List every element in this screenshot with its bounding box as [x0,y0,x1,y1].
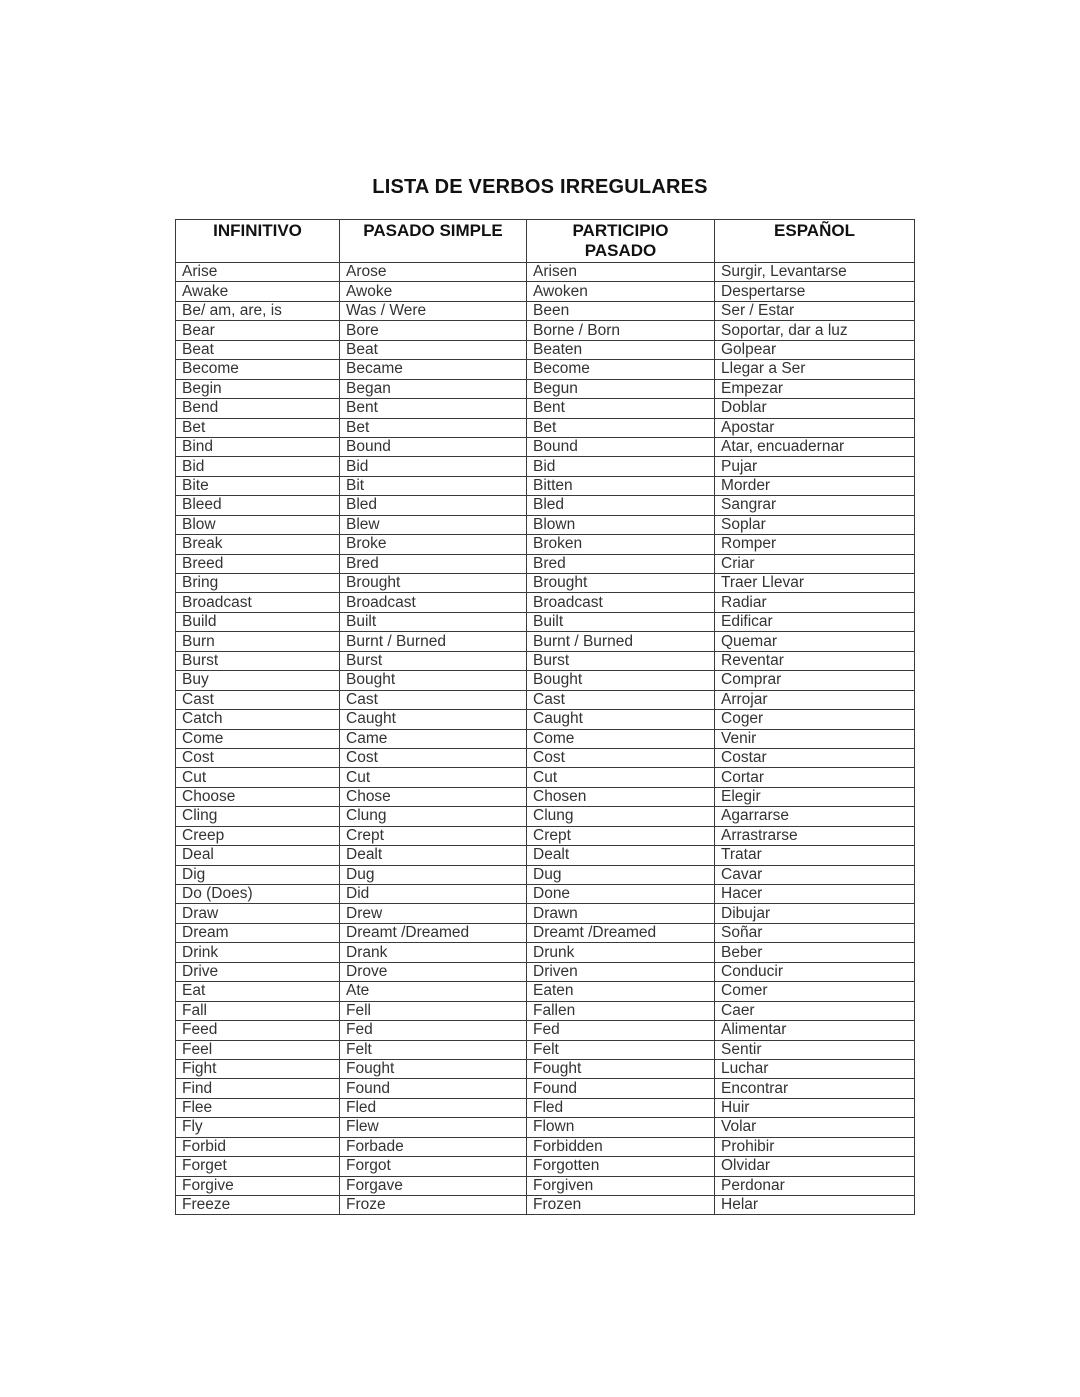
cell-pasado-simple: Chose [340,787,527,806]
table-row [176,360,915,379]
cell-pasado-simple: Bent [340,399,527,418]
table-row [176,476,915,495]
cell-pasado-simple: Dug [340,865,527,884]
cell-participio-pasado: Found [527,1079,715,1098]
table-row [176,574,915,593]
cell-espanol: Ser / Estar [715,301,915,320]
cell-pasado-simple: Bet [340,418,527,437]
cell-participio-pasado: Built [527,612,715,631]
cell-espanol: Pujar [715,457,915,476]
cell-participio-pasado: Bitten [527,476,715,495]
cell-pasado-simple: Bound [340,437,527,456]
cell-infinitivo: Forgive [176,1176,340,1195]
cell-pasado-simple: Fell [340,1001,527,1020]
cell-espanol: Beber [715,943,915,962]
table-row [176,787,915,806]
cell-espanol: Criar [715,554,915,573]
cell-espanol: Despertarse [715,282,915,301]
cell-espanol: Hacer [715,885,915,904]
cell-infinitivo: Cost [176,748,340,767]
cell-pasado-simple: Forgave [340,1176,527,1195]
cell-espanol: Reventar [715,651,915,670]
cell-espanol: Quemar [715,632,915,651]
cell-participio-pasado: Felt [527,1040,715,1059]
cell-infinitivo: Fight [176,1059,340,1078]
table-row [176,1176,915,1195]
cell-espanol: Volar [715,1118,915,1137]
cell-pasado-simple: Drove [340,962,527,981]
cell-espanol: Elegir [715,787,915,806]
cell-espanol: Sangrar [715,496,915,515]
cell-pasado-simple: Forbade [340,1137,527,1156]
table-row [176,748,915,767]
table-row [176,651,915,670]
table-row [176,301,915,320]
cell-infinitivo: Become [176,360,340,379]
cell-pasado-simple: Awoke [340,282,527,301]
cell-espanol: Agarrarse [715,807,915,826]
table-row [176,340,915,359]
cell-espanol: Golpear [715,340,915,359]
table-row [176,457,915,476]
cell-pasado-simple: Forgot [340,1157,527,1176]
cell-espanol: Radiar [715,593,915,612]
cell-espanol: Romper [715,535,915,554]
cell-infinitivo: Breed [176,554,340,573]
cell-infinitivo: Eat [176,982,340,1001]
cell-participio-pasado: Dug [527,865,715,884]
table-body [176,263,915,1215]
table-row [176,1098,915,1117]
cell-infinitivo: Feed [176,1021,340,1040]
cell-espanol: Conducir [715,962,915,981]
table-row [176,1118,915,1137]
table-row [176,671,915,690]
cell-pasado-simple: Drank [340,943,527,962]
table-row [176,1157,915,1176]
cell-infinitivo: Deal [176,846,340,865]
cell-participio-pasado: Forgiven [527,1176,715,1195]
table-row [176,593,915,612]
cell-participio-pasado: Burnt / Burned [527,632,715,651]
cell-pasado-simple: Cast [340,690,527,709]
cell-pasado-simple: Dealt [340,846,527,865]
table-row [176,515,915,534]
cell-pasado-simple: Bought [340,671,527,690]
cell-infinitivo: Burst [176,651,340,670]
table-row [176,418,915,437]
cell-pasado-simple: Bred [340,554,527,573]
irregular-verbs-table [175,219,915,1215]
cell-pasado-simple: Bid [340,457,527,476]
cell-infinitivo: Arise [176,263,340,282]
cell-infinitivo: Begin [176,379,340,398]
cell-participio-pasado: Drunk [527,943,715,962]
cell-participio-pasado: Arisen [527,263,715,282]
cell-participio-pasado: Been [527,301,715,320]
cell-espanol: Empezar [715,379,915,398]
cell-participio-pasado: Cost [527,748,715,767]
cell-espanol: Soplar [715,515,915,534]
cell-infinitivo: Cast [176,690,340,709]
cell-infinitivo: Feel [176,1040,340,1059]
cell-espanol: Olvidar [715,1157,915,1176]
cell-espanol: Caer [715,1001,915,1020]
cell-infinitivo: Bleed [176,496,340,515]
cell-participio-pasado: Bound [527,437,715,456]
cell-participio-pasado: Cast [527,690,715,709]
cell-infinitivo: Bid [176,457,340,476]
cell-infinitivo: Dream [176,923,340,942]
cell-espanol: Huir [715,1098,915,1117]
cell-participio-pasado: Bred [527,554,715,573]
table-row [176,632,915,651]
cell-infinitivo: Fly [176,1118,340,1137]
cell-participio-pasado: Chosen [527,787,715,806]
cell-espanol: Encontrar [715,1079,915,1098]
cell-participio-pasado: Dreamt /Dreamed [527,923,715,942]
cell-pasado-simple: Bore [340,321,527,340]
table-row [176,807,915,826]
cell-participio-pasado: Done [527,885,715,904]
cell-infinitivo: Forbid [176,1137,340,1156]
cell-espanol: Atar, encuadernar [715,437,915,456]
cell-infinitivo: Cling [176,807,340,826]
cell-pasado-simple: Fled [340,1098,527,1117]
cell-pasado-simple: Brought [340,574,527,593]
cell-participio-pasado: Caught [527,710,715,729]
cell-espanol: Edificar [715,612,915,631]
cell-participio-pasado: Fallen [527,1001,715,1020]
cell-espanol: Costar [715,748,915,767]
table-row [176,535,915,554]
table-row [176,1021,915,1040]
cell-infinitivo: Break [176,535,340,554]
cell-espanol: Perdonar [715,1176,915,1195]
cell-infinitivo: Flee [176,1098,340,1117]
cell-participio-pasado: Bent [527,399,715,418]
cell-pasado-simple: Fought [340,1059,527,1078]
cell-infinitivo: Dig [176,865,340,884]
cell-participio-pasado: Brought [527,574,715,593]
cell-infinitivo: Bend [176,399,340,418]
table-row [176,1001,915,1020]
cell-infinitivo: Draw [176,904,340,923]
cell-pasado-simple: Came [340,729,527,748]
table-row [176,982,915,1001]
cell-espanol: Morder [715,476,915,495]
cell-participio-pasado: Fed [527,1021,715,1040]
cell-participio-pasado: Drawn [527,904,715,923]
cell-pasado-simple: Cost [340,748,527,767]
cell-pasado-simple: Caught [340,710,527,729]
cell-espanol: Coger [715,710,915,729]
cell-participio-pasado: Crept [527,826,715,845]
table-row [176,1196,915,1215]
cell-espanol: Dibujar [715,904,915,923]
column-header-espanol: ESPAÑOL [715,220,915,263]
cell-participio-pasado: Bought [527,671,715,690]
cell-espanol: Soñar [715,923,915,942]
cell-pasado-simple: Built [340,612,527,631]
cell-infinitivo: Cut [176,768,340,787]
cell-participio-pasado: Bled [527,496,715,515]
cell-participio-pasado: Broken [527,535,715,554]
cell-espanol: Alimentar [715,1021,915,1040]
cell-pasado-simple: Crept [340,826,527,845]
cell-espanol: Soportar, dar a luz [715,321,915,340]
cell-espanol: Tratar [715,846,915,865]
cell-infinitivo: Awake [176,282,340,301]
cell-infinitivo: Broadcast [176,593,340,612]
cell-participio-pasado: Bid [527,457,715,476]
cell-participio-pasado: Come [527,729,715,748]
table-row [176,379,915,398]
cell-participio-pasado: Awoken [527,282,715,301]
cell-pasado-simple: Burnt / Burned [340,632,527,651]
table-row [176,923,915,942]
cell-infinitivo: Build [176,612,340,631]
cell-infinitivo: Come [176,729,340,748]
cell-infinitivo: Catch [176,710,340,729]
cell-infinitivo: Choose [176,787,340,806]
cell-participio-pasado: Flown [527,1118,715,1137]
cell-espanol: Surgir, Levantarse [715,263,915,282]
table-row [176,943,915,962]
table-row [176,496,915,515]
cell-infinitivo: Burn [176,632,340,651]
cell-pasado-simple: Bled [340,496,527,515]
cell-participio-pasado: Bet [527,418,715,437]
cell-pasado-simple: Did [340,885,527,904]
cell-infinitivo: Blow [176,515,340,534]
cell-infinitivo: Bring [176,574,340,593]
cell-espanol: Arrojar [715,690,915,709]
cell-espanol: Luchar [715,1059,915,1078]
cell-participio-pasado: Fought [527,1059,715,1078]
cell-infinitivo: Find [176,1079,340,1098]
cell-pasado-simple: Burst [340,651,527,670]
table-row [176,554,915,573]
cell-espanol: Llegar a Ser [715,360,915,379]
cell-participio-pasado: Broadcast [527,593,715,612]
table-row [176,321,915,340]
cell-infinitivo: Bind [176,437,340,456]
table-row [176,729,915,748]
cell-pasado-simple: Beat [340,340,527,359]
cell-pasado-simple: Found [340,1079,527,1098]
cell-infinitivo: Drive [176,962,340,981]
cell-participio-pasado: Fled [527,1098,715,1117]
table-header-row [176,220,915,263]
cell-infinitivo: Creep [176,826,340,845]
cell-participio-pasado: Eaten [527,982,715,1001]
cell-espanol: Comer [715,982,915,1001]
cell-pasado-simple: Began [340,379,527,398]
table-row [176,399,915,418]
table-row [176,768,915,787]
cell-espanol: Traer Llevar [715,574,915,593]
table-row [176,263,915,282]
cell-pasado-simple: Cut [340,768,527,787]
cell-infinitivo: Buy [176,671,340,690]
cell-pasado-simple: Broke [340,535,527,554]
cell-infinitivo: Beat [176,340,340,359]
cell-participio-pasado: Become [527,360,715,379]
table-row [176,962,915,981]
cell-infinitivo: Drink [176,943,340,962]
cell-pasado-simple: Arose [340,263,527,282]
table-row [176,1059,915,1078]
cell-infinitivo: Bet [176,418,340,437]
table-row [176,690,915,709]
cell-pasado-simple: Was / Were [340,301,527,320]
cell-pasado-simple: Fed [340,1021,527,1040]
cell-pasado-simple: Became [340,360,527,379]
cell-infinitivo: Do (Does) [176,885,340,904]
table-row [176,1040,915,1059]
cell-pasado-simple: Blew [340,515,527,534]
cell-espanol: Apostar [715,418,915,437]
cell-espanol: Doblar [715,399,915,418]
cell-participio-pasado: Burst [527,651,715,670]
cell-pasado-simple: Froze [340,1196,527,1215]
cell-participio-pasado: Begun [527,379,715,398]
cell-pasado-simple: Clung [340,807,527,826]
cell-espanol: Cortar [715,768,915,787]
cell-pasado-simple: Drew [340,904,527,923]
cell-participio-pasado: Driven [527,962,715,981]
column-header-infinitivo: INFINITIVO [176,220,340,263]
table-row [176,885,915,904]
cell-participio-pasado: Clung [527,807,715,826]
cell-pasado-simple: Bit [340,476,527,495]
cell-participio-pasado: Blown [527,515,715,534]
cell-infinitivo: Fall [176,1001,340,1020]
cell-espanol: Sentir [715,1040,915,1059]
table-row [176,437,915,456]
cell-participio-pasado: Cut [527,768,715,787]
cell-espanol: Comprar [715,671,915,690]
table-row [176,865,915,884]
column-header-pasado-simple: PASADO SIMPLE [340,220,527,263]
cell-infinitivo: Be/ am, are, is [176,301,340,320]
cell-pasado-simple: Felt [340,1040,527,1059]
cell-participio-pasado: Dealt [527,846,715,865]
cell-participio-pasado: Borne / Born [527,321,715,340]
cell-pasado-simple: Ate [340,982,527,1001]
cell-infinitivo: Forget [176,1157,340,1176]
cell-espanol: Prohibir [715,1137,915,1156]
table-row [176,612,915,631]
table-row [176,904,915,923]
cell-espanol: Helar [715,1196,915,1215]
cell-infinitivo: Freeze [176,1196,340,1215]
cell-pasado-simple: Broadcast [340,593,527,612]
table-row [176,710,915,729]
cell-participio-pasado: Frozen [527,1196,715,1215]
column-header-participio-pasado: PARTICIPIO PASADO [527,220,715,263]
cell-espanol: Arrastrarse [715,826,915,845]
table-row [176,1079,915,1098]
cell-espanol: Cavar [715,865,915,884]
table-row [176,826,915,845]
table-row [176,282,915,301]
page-title: LISTA DE VERBOS IRREGULARES [372,176,708,198]
cell-infinitivo: Bear [176,321,340,340]
cell-participio-pasado: Beaten [527,340,715,359]
cell-pasado-simple: Flew [340,1118,527,1137]
cell-infinitivo: Bite [176,476,340,495]
cell-pasado-simple: Dreamt /Dreamed [340,923,527,942]
table-row [176,846,915,865]
cell-espanol: Venir [715,729,915,748]
cell-participio-pasado: Forgotten [527,1157,715,1176]
table-row [176,1137,915,1156]
cell-participio-pasado: Forbidden [527,1137,715,1156]
